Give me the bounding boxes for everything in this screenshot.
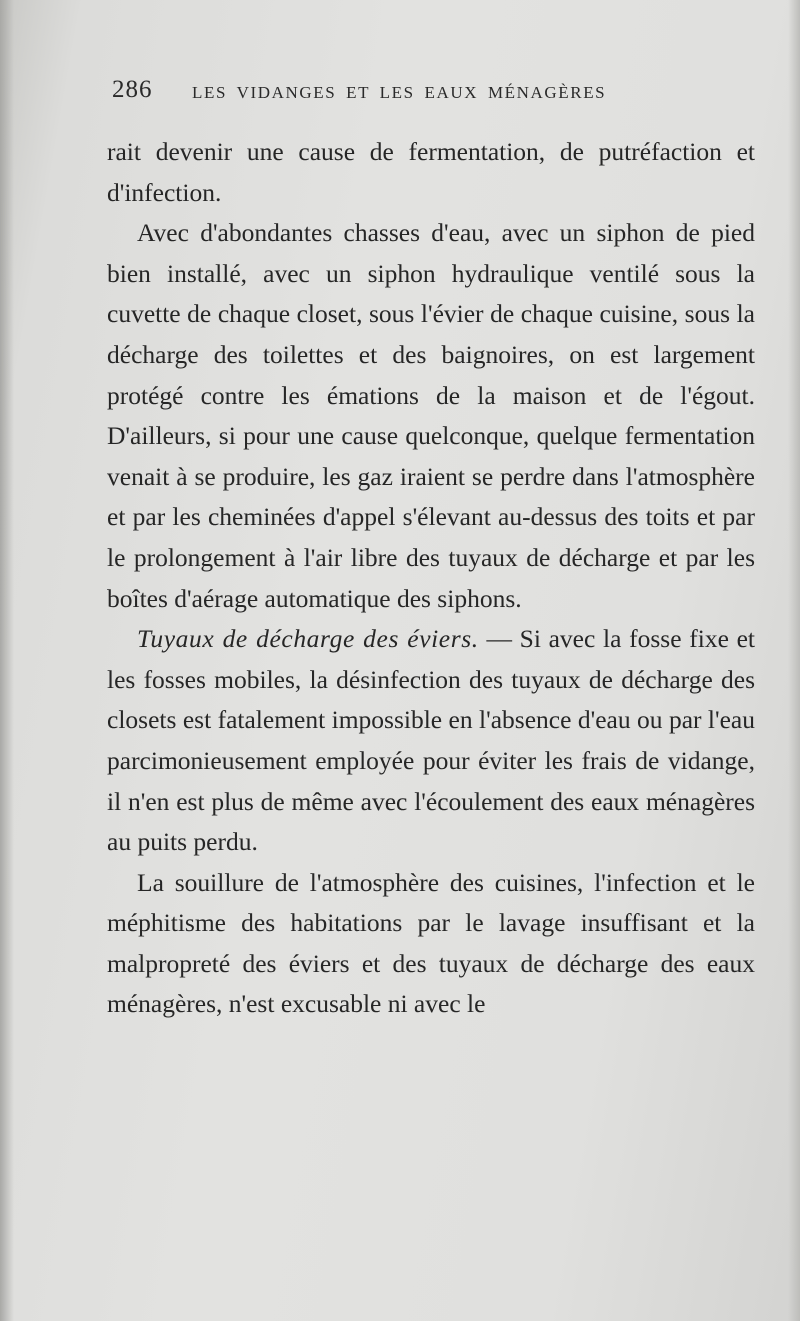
- paragraph-kitchen-air: La souillure de l'atmosphère des cuisines, l'infection et le méphitisme des habitations par le lavage insuffisant et la malpropreté des éviers et des tuyaux de décharge des eaux ménagères, n'est excusable ni avec le: [107, 867, 755, 1019]
- running-head: [112, 76, 762, 116]
- body-text: [107, 132, 755, 1025]
- page-number: 286: [112, 76, 153, 103]
- paragraph-continuation: rait devenir une cause de fermentation, de putréfaction et d'infection.: [107, 137, 755, 207]
- paragraph-siphons: Avec d'abondantes chasses d'eau, avec un siphon de pied bien installé, avec un siphon hydraulique ventilé sous la cuvette de chaque closet, sous l'évier de chaque cuisine, sous la décharge des toilettes et des baignoires, on est largement protégé contre les émations de la maison et de l'égout. D'ailleurs, si pour une cause quelconque, quelque fermentation venait à se produire, les gaz iraient se perdre dans l'atmosphère et par les cheminées d'appel s'élevant au-dessus des toits et par le prolongement à l'air libre des tuyaux de décharge et par les boîtes d'aérage automatique des siphons.: [107, 218, 755, 613]
- running-title: LES VIDANGES ET LES EAUX MÉNAGÈRES: [192, 83, 607, 102]
- paragraph-sink-pipes-text: — Si avec la fosse fixe et les fosses mobiles, la désinfection des tuyaux de décharge des closets est fatalement impossible en l'absence d'eau ou par l'eau parcimonieusement employée pour éviter les frais de vidange, il n'en est plus de même avec l'écoulement des eaux ménagères au puits perdu.: [107, 624, 755, 857]
- section-heading: Tuyaux de décharge des éviers.: [137, 624, 479, 654]
- paragraph-sink-pipes: [107, 619, 755, 863]
